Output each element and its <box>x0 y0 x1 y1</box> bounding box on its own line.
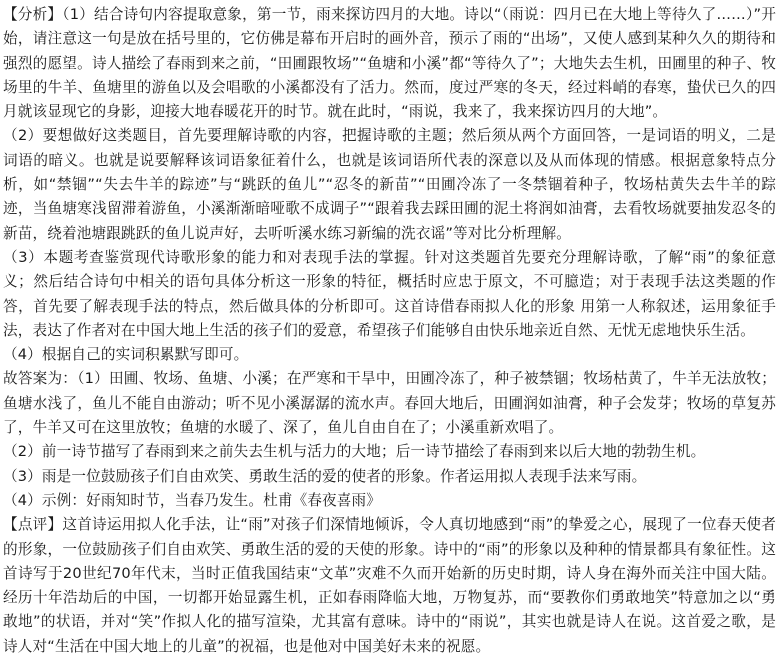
analysis-text-1: （1）结合诗句内容提取意象，第一节，雨来探访四月的大地。诗以“（雨说：四月已在大地上等待久了……）”开始，请注意这一句是放在括号里的，它仿佛是幕布开启时的画外音，预示了雨的“出场”，又使人感到某种久久的期待和强烈的愿望。诗人描绘了春雨到来之前，“田圃跟牧场”“鱼塘和小溪”都“等待久了”；大地失去生机，田圃里的种子、牧场里的牛羊、鱼塘里的游鱼以及会唱歌的小溪都没有了活力。然而，度过严寒的冬天，经过料峭的春寒，蛰伏已久的四月就该显现它的身影，迎接大地春暖花开的时节。就在此时，“雨说，我来了，我来探访四月的大地”。 <box>3 6 776 121</box>
analysis-paragraph-2: （2）要想做好这类题目，首先要理解诗歌的内容，把握诗歌的主题；然后须从两个方面回答，一是词语的明义，二是词语的暗义。也就是说要解释该词语象征着什么，也就是该词语所代表的深意以及从而体现的情感。根据意象特点分析，如“禁锢”“失去牛羊的踪迹”与“跳跃的鱼儿”“忍冬的新苗”“田圃冷冻了一冬禁锢着种子，牧场枯黄失去牛羊的踪迹，当鱼塘寒浅留滞着游鱼，小溪渐渐暗哑歌不成调子”“跟着我去踩田圃的泥土将润如油膏，去看牧场就要抽发忍冬的新苗，绕着池塘跟跳跃的鱼儿说声好，去听听溪水练习新编的洗衣谣”等对比分析理解。 <box>3 127 776 242</box>
answer-paragraph-1: 故答案为：（1）田圃、牧场、鱼塘、小溪；在严寒和干旱中，田圃冷冻了，种子被禁锢；牧场枯黄了，牛羊无法放牧；鱼塘水浅了，鱼儿不能自由游动；听不见小溪潺潺的流水声。春回大地后，田圃润如油膏，种子会发芽；牧场的草复苏了，牛羊又可在这里放牧；鱼塘的水暖了、深了，鱼儿自由自在了；小溪重新欢唱了。 <box>3 370 776 437</box>
analysis-tag: 【分析】 <box>3 6 63 23</box>
answer-paragraph-4: （4）示例：好雨知时节，当春乃发生。杜甫《春夜喜雨》 <box>3 491 382 509</box>
comment-paragraph <box>3 513 776 659</box>
answer-paragraph-2: （2）前一诗节描写了春雨到来之前失去生机与活力的大地；后一诗节描绘了春雨到来以后大地的勃勃生机。 <box>3 443 706 461</box>
analysis-paragraph-1 <box>3 3 776 124</box>
analysis-paragraph-4: （4）根据自己的实词积累默写即可。 <box>3 346 249 364</box>
comment-tag: 【点评】 <box>3 516 63 534</box>
analysis-paragraph-3: （3）本题考查鉴赏现代诗歌形象的能力和对表现手法的掌握。针对这类题首先要充分理解诗歌，了解“雨”的象征意义；然后结合诗句中相关的语句具体分析这一形象的特征，概括时应忠于原文，不可臆造；对于表现手法这类题的作答，首先要了解表现手法的特点，然后做具体的分析即可。这首诗借春雨拟人化的形象 用第一人称叙述，运用象征手法，表达了作者对在中国大地上生活的孩子们的爱意，希望孩子们能够自由快乐地亲近自然、无忧无虑地快乐生活。 <box>3 248 776 339</box>
comment-text: 这首诗运用拟人化手法，让“雨”对孩子们深情地倾诉，令人真切地感到“雨”的挚爱之心，展现了一位春天使者的形象，一位鼓励孩子们自由欢笑、勇敢生活的爱的天使的形象。诗中的“雨”的形象以及种种的情景都具有象征性。这首诗写于20世纪70年代末，当时正值我国结束“文革”灾难不久而开始新的历史时期，诗人身在海外而关注中国大陆。经历十年浩劫后的中国，一切都开始显露生机，正如春雨降临大地，万物复苏，而“要教你们勇敢地笑”特意加之以“勇敢地”的状语，并对“笑”作拟人化的描写渲染，尤其富有意味。诗中的“雨说”，其实也就是诗人在说。这首爱之歌，是诗人对“生活在中国大地上的儿童”的祝福，也是他对中国美好未来的祝愿。 <box>3 516 776 655</box>
answer-paragraph-3: （3）雨是一位鼓励孩子们自由欢笑、勇敢生活的爱的使者的形象。作者运用拟人表现手法来写雨。 <box>3 467 647 485</box>
